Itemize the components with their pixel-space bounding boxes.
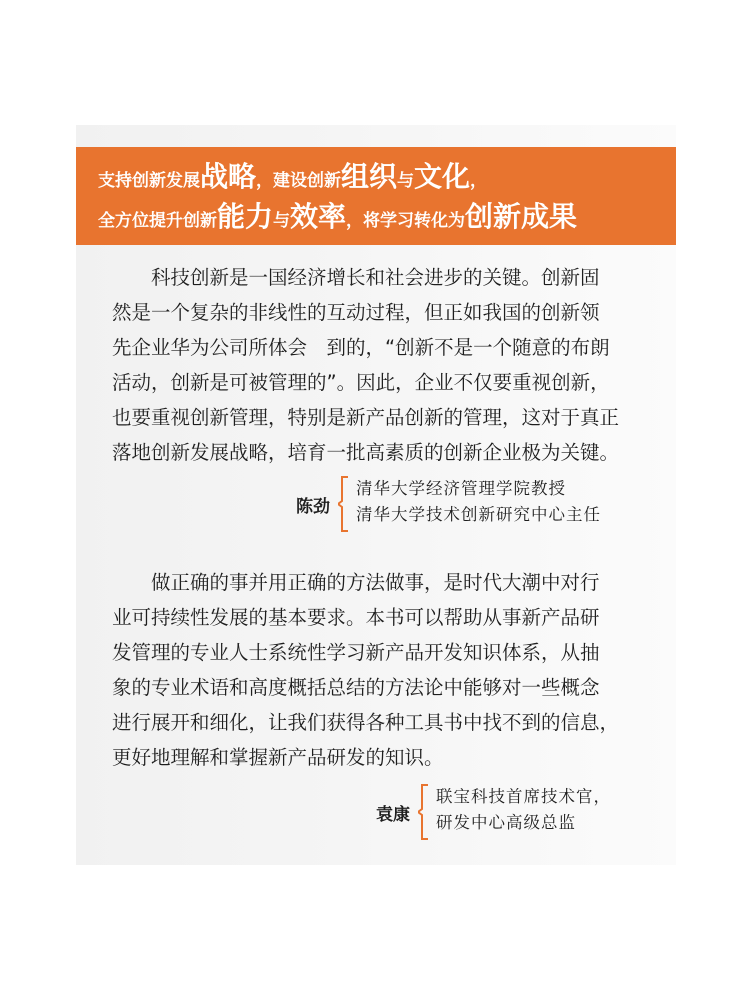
bracket-icon [338,475,352,533]
paragraph-line: 活动，创新是可被管理的”。因此，企业不仅要重视创新， [112,371,610,394]
banner-keyword: 创新成果 [465,200,578,233]
paragraph-line: 落地创新发展战略，培育一批高素质的创新企业极为关键。 [112,441,620,464]
banner-text: 与 [397,171,415,191]
paragraph-line: 先企业华为公司所体会 到的，“创新不是一个随意的布朗 [112,336,610,359]
banner-text: ，将学习转化为 [346,211,466,231]
endorser-name: 陈劲 [296,497,330,517]
paragraph-line: 做正确的事并用正确的方法做事，是时代大潮中对行 [112,571,600,594]
bracket-icon [418,783,432,841]
endorser-title: 清华大学经济管理学院教授 [356,479,566,498]
banner-line-1 [98,157,676,197]
banner-keyword: 组织 [341,160,398,193]
banner-keyword: 效率 [290,200,347,233]
endorsement-2-paragraph [112,565,652,775]
banner-text: 支持创新发展 [98,171,200,191]
paragraph-line: 业可持续性发展的基本要求。本书可以帮助从事新产品研 [112,606,600,629]
paragraph-line: 象的专业术语和高度概括总结的方法论中能够对一些概念 [112,676,600,699]
paragraph-line: 然是一个复杂的非线性的互动过程，但正如我国的创新领 [112,301,600,324]
paragraph-line: 科技创新是一国经济增长和社会进步的关键。创新固 [112,266,600,289]
banner-line-2 [98,197,676,237]
endorser-title: 清华大学技术创新研究中心主任 [356,505,601,524]
paragraph-line: 也要重视创新管理，特别是新产品创新的管理，这对于真正 [112,406,620,429]
banner-text: 全方位提升创新 [98,211,217,231]
paragraph-line: 发管理的专业人士系统性学习新产品开发知识体系，从抽 [112,641,600,664]
endorser-titles [356,476,601,528]
headline-banner [76,147,676,245]
banner-keyword: 能力 [217,200,274,233]
endorser-titles [436,784,611,836]
banner-keyword: 文化 [414,160,471,193]
endorser-title: 研发中心高级总监 [436,813,576,832]
paragraph-line: 进行展开和细化，让我们获得各种工具书中找不到的信息， [112,711,620,734]
endorser-title: 联宝科技首席技术官， [436,787,611,806]
endorser-name: 袁康 [376,805,410,825]
banner-text: 与 [273,211,291,231]
banner-keyword: 战略 [200,160,257,193]
banner-text: ， [470,171,488,191]
banner-text: ，建设创新 [256,171,342,191]
endorsement-1-paragraph [112,260,652,470]
paragraph-line: 更好地理解和掌握新产品研发的知识。 [112,746,444,769]
